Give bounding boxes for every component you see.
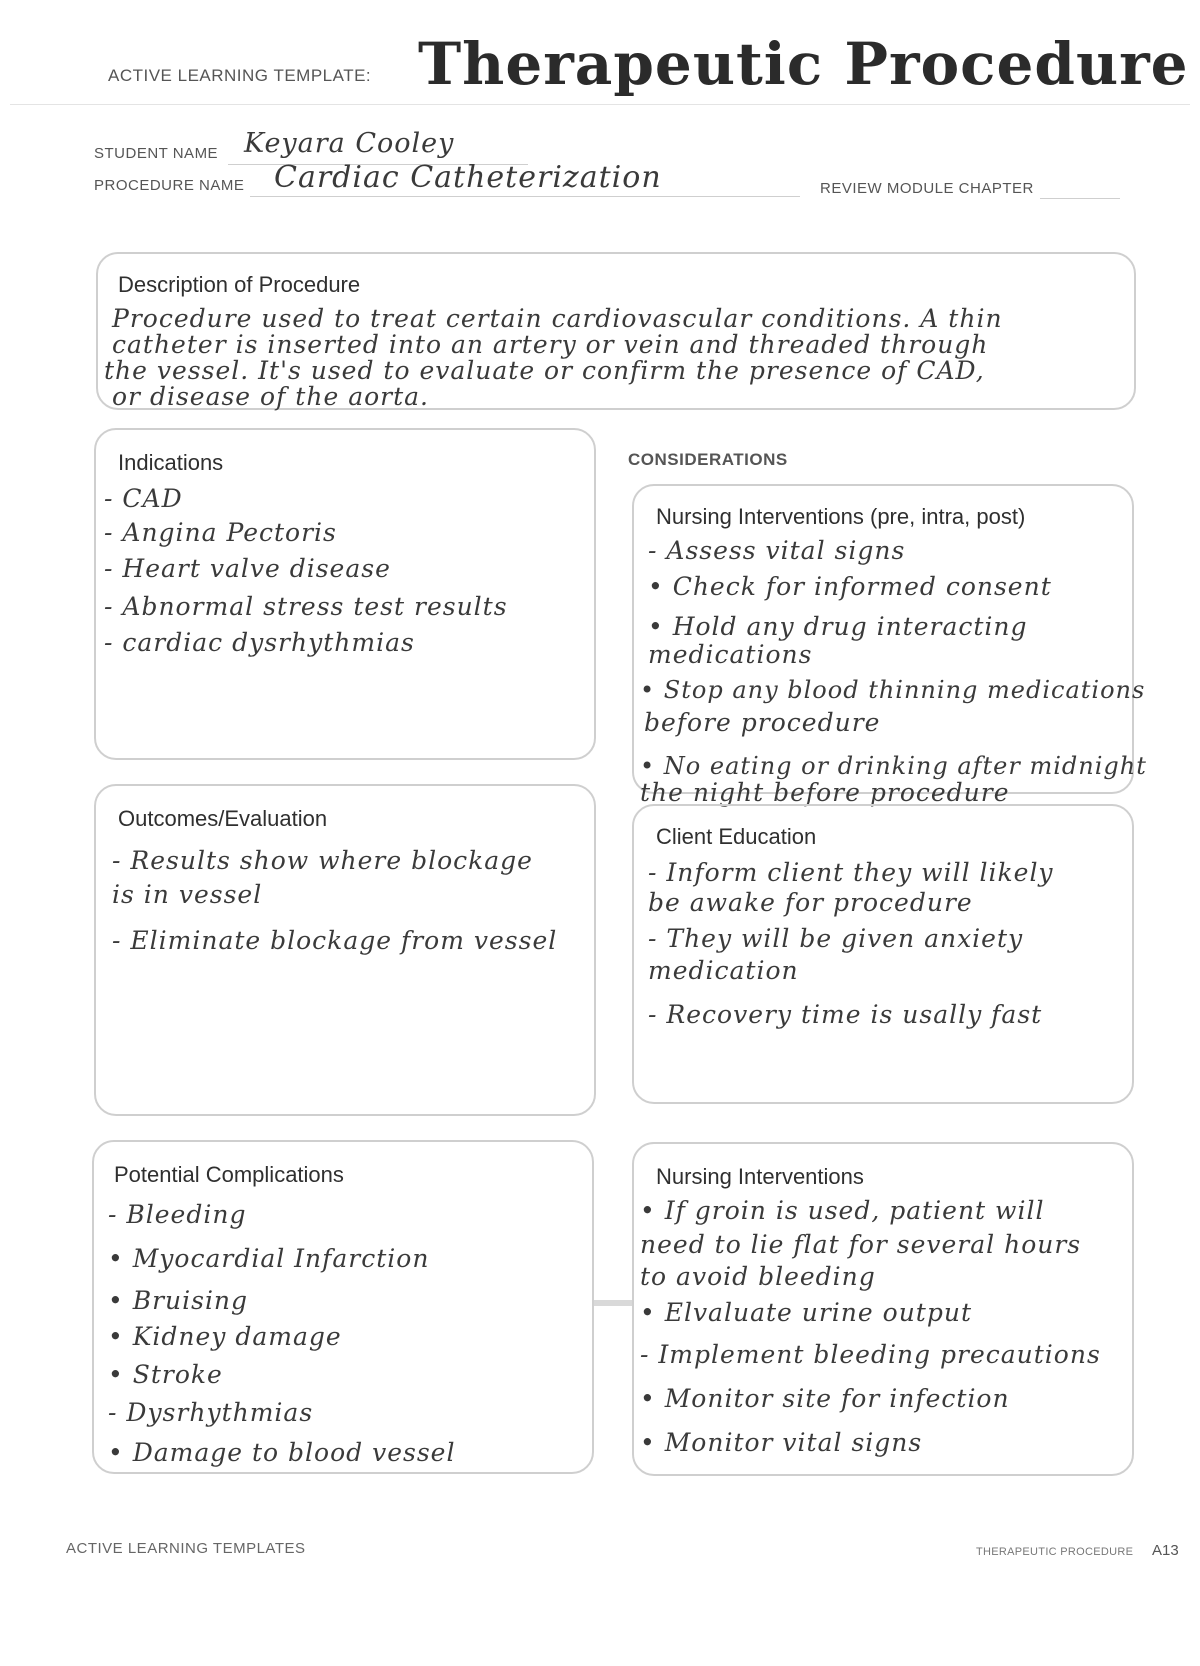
description-line: Procedure used to treat certain cardiovascular conditions. A thin <box>112 304 1003 333</box>
nursing-pre-title: Nursing Interventions (pre, intra, post) <box>656 504 1026 529</box>
procedure-name-underline <box>250 196 800 197</box>
page-title: Therapeutic Procedure <box>418 30 1189 98</box>
description-line: catheter is inserted into an artery or vein and threaded through <box>112 330 989 359</box>
nursing-interventions-line: need to lie flat for several hours <box>640 1230 1082 1259</box>
complications-item: • Stroke <box>108 1360 223 1389</box>
nursing-pre-line: - Assess vital signs <box>648 536 906 565</box>
nursing-interventions-line: to avoid bleeding <box>640 1262 876 1291</box>
nursing-interventions-line: - Implement bleeding precautions <box>640 1340 1101 1369</box>
description-title: Description of Procedure <box>118 272 361 297</box>
indications-item: - Angina Pectoris <box>104 518 337 547</box>
client-education-line: - Recovery time is usally fast <box>648 1000 1043 1029</box>
nursing-interventions-line: • Elvaluate urine output <box>640 1298 972 1327</box>
outcomes-title: Outcomes/Evaluation <box>118 806 328 831</box>
nursing-pre-line: medications <box>648 640 813 669</box>
client-education-line: - They will be given anxiety <box>648 924 1024 953</box>
nursing-pre-line: the night before procedure <box>640 778 1010 807</box>
review-module-underline <box>1040 198 1120 199</box>
procedure-name-label: PROCEDURE NAME <box>94 177 245 194</box>
indications-item: - Abnormal stress test results <box>104 592 508 621</box>
nursing-interventions-title: Nursing Interventions <box>656 1164 864 1189</box>
indications-item: - CAD <box>104 484 183 513</box>
description-line: or disease of the aorta. <box>112 382 429 411</box>
complications-item: - Bleeding <box>108 1200 247 1229</box>
outcomes-line: is in vessel <box>112 880 263 909</box>
nursing-interventions-line: • Monitor site for infection <box>640 1384 1010 1413</box>
complications-item: • Damage to blood vessel <box>108 1438 456 1467</box>
footer-left: ACTIVE LEARNING TEMPLATES <box>66 1540 306 1557</box>
outcomes-line: - Results show where blockage <box>112 846 533 875</box>
nursing-pre-line: • No eating or drinking after midnight <box>640 752 1147 780</box>
client-education-line: be awake for procedure <box>648 888 973 917</box>
indications-title: Indications <box>118 450 224 475</box>
procedure-name-value: Cardiac Catheterization <box>274 160 662 195</box>
description-line: the vessel. It's used to evaluate or confirm the presence of CAD, <box>104 356 985 385</box>
nursing-interventions-line: • If groin is used, patient will <box>640 1196 1045 1225</box>
indications-item: - cardiac dysrhythmias <box>104 628 415 657</box>
student-name-label: STUDENT NAME <box>94 145 219 162</box>
header-divider <box>10 104 1190 105</box>
student-name-value: Keyara Cooley <box>244 128 455 159</box>
indications-item: - Heart valve disease <box>104 554 391 583</box>
considerations-label: CONSIDERATIONS <box>628 450 788 469</box>
template-label: ACTIVE LEARNING TEMPLATE: <box>108 66 372 85</box>
outcomes-line: - Eliminate blockage from vessel <box>112 926 558 955</box>
complications-item: • Myocardial Infarction <box>108 1244 430 1273</box>
client-education-line: - Inform client they will likely <box>648 858 1054 887</box>
complications-item: - Dysrhythmias <box>108 1398 314 1427</box>
complications-item: • Kidney damage <box>108 1322 342 1351</box>
complications-item: • Bruising <box>108 1286 249 1315</box>
nursing-pre-line: • Check for informed consent <box>648 572 1052 601</box>
nursing-pre-line: • Hold any drug interacting <box>648 612 1028 641</box>
nursing-pre-line: • Stop any blood thinning medications <box>640 676 1146 704</box>
nursing-pre-line: before procedure <box>644 708 881 737</box>
nursing-interventions-line: • Monitor vital signs <box>640 1428 923 1457</box>
review-module-label: REVIEW MODULE CHAPTER <box>820 180 1034 197</box>
complications-title: Potential Complications <box>114 1162 344 1187</box>
client-education-title: Client Education <box>656 824 817 849</box>
client-education-line: medication <box>648 956 799 985</box>
footer-page-number: A13 <box>1152 1542 1179 1559</box>
footer-section-label: THERAPEUTIC PROCEDURE <box>976 1546 1134 1558</box>
connector-bar <box>594 1300 632 1306</box>
